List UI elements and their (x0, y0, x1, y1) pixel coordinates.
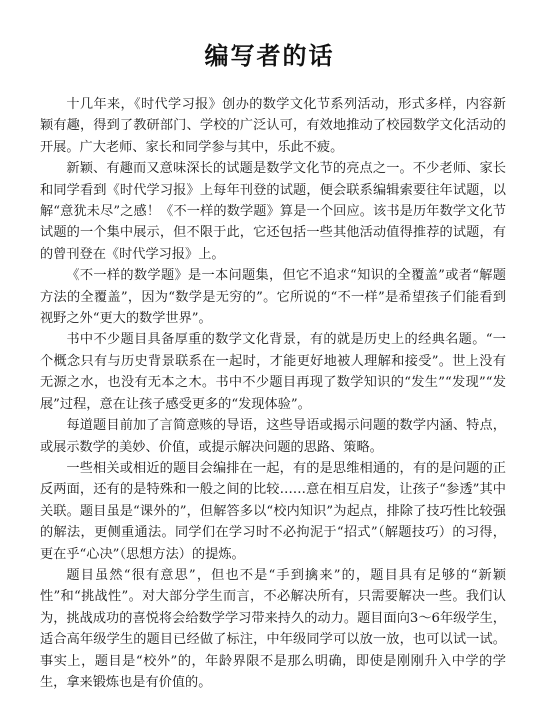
paragraph: 书中不少题目具备厚重的数学文化背景，有的就是历史上的经典名题。“一个概念只有与历史背景联系在一起时，才能更好地被人理解和接受”。世上没有无源之水，也没有无本之木。书中不少题目再现了数学知识的“发生”“发现”“发展”过程，意在让孩子感受更多的“发现体验”。 (40, 332, 506, 412)
paragraph: 新颖、有趣而又意味深长的试题是数学文化节的亮点之一。不少老师、家长和同学看到《时代学习报》上每年刊登的试题，便会联系编辑索要往年试题，以解“意犹未尽”之感！《不一样的数学题》算是一个回应。该书是历年数学文化节试题的一个集中展示，但不限于此，它还包括一些其他活动值得推荐的试题，有的曾刊登在《时代学习报》上。 (40, 161, 506, 262)
page-title: 编写者的话 (204, 42, 335, 71)
paragraph: 每道题目前加了言简意赅的导语，这些导语或揭示问题的数学内涵、特点，或展示数学的美妙、价值，或提示解决问题的思路、策略。 (40, 418, 506, 455)
body-text (40, 94, 506, 693)
paragraph: 一些相关或相近的题目会编排在一起，有的是思维相通的，有的是问题的正反两面，还有的是特殊和一般之间的比较……意在相互启发，让孩子“参透”其中关联。题目虽是“课外的”，但解答多以“校内知识”为起点，排除了技巧性比较强的解法，更侧重通法。同学们在学习时不必拘泥于“招式”（解题技巧）的习得，更在乎“心决”（思想方法）的提炼。 (40, 460, 506, 562)
paragraph: 十几年来，《时代学习报》创办的数学文化节系列活动，形式多样，内容新颖有趣，得到了教研部门、学校的广泛认可，有效地推动了校园数学文化活动的开展。广大老师、家长和同学参与其中，乐此不疲。 (40, 97, 506, 155)
paragraph: 《不一样的数学题》是一本问题集，但它不追求“知识的全覆盖”或者“解题方法的全覆盖”，因为“数学是无穷的”。它所说的“不一样”是希望孩子们能看到视野之外“更大的数学世界”。 (40, 268, 506, 327)
paragraph: 题目虽然“很有意思”，但也不是“手到擒来”的，题目具有足够的“新颖性”和“挑战性”。对大部分学生而言，不必解决所有，只需要解决一些。我们认为，挑战成功的喜悦将会给数学学习带来持久的动力。题目面向3～6年级学生，适合高年级学生的题目已经做了标注，中年级同学可以放一放，也可以试一试。事实上，题目是“校外”的，年龄界限不是那么明确，即使是刚刚升入中学的学生，拿来锻炼也是有价值的。 (40, 567, 506, 690)
